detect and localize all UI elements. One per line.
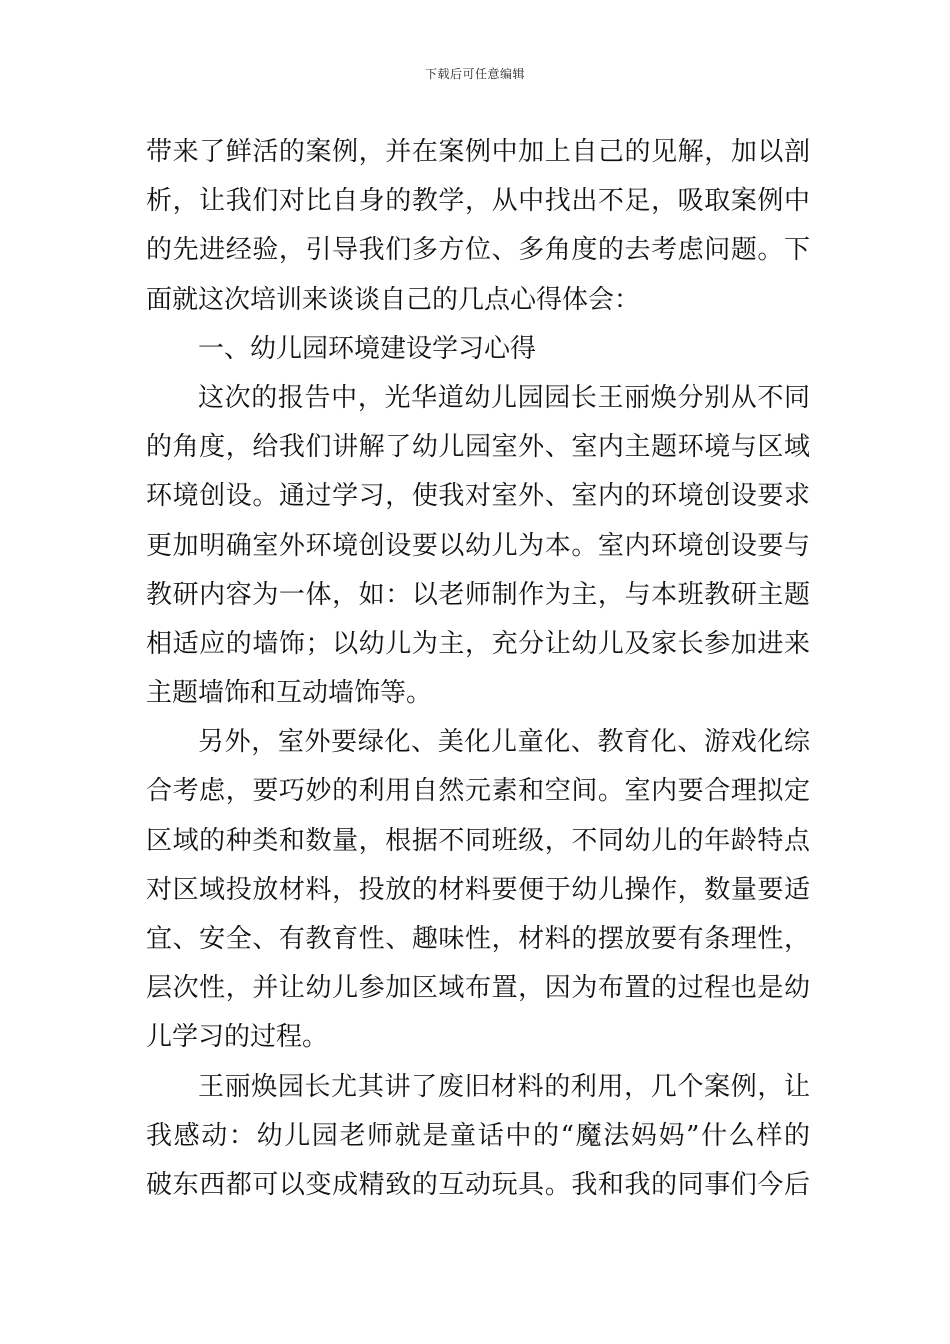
text-line: 更加明确室外环境创设要以幼儿为本。室内环境创设要与: [146, 530, 810, 561]
document-body: [146, 128, 810, 1210]
text-line: 层次性，并让幼儿参加区域布置，因为布置的过程也是幼: [146, 973, 810, 1004]
text-line: 析，让我们对比自身的教学，从中找出不足，吸取案例中: [146, 186, 810, 217]
text-line: 儿学习的过程。: [146, 1022, 329, 1053]
text-line: 教研内容为一体，如：以老师制作为主，与本班教研主题: [146, 579, 810, 610]
text-line: 破东西都可以变成精致的互动玩具。我和我的同事们今后: [146, 1169, 810, 1200]
text-line: 的先进经验，引导我们多方位、多角度的去考虑问题。下: [146, 235, 810, 266]
text-line: 主题墙饰和互动墙饰等。: [146, 678, 433, 709]
text-line: 我感动：幼儿园老师就是童话中的“魔法妈妈”什么样的: [146, 1120, 810, 1151]
text-line: 这次的报告中，光华道幼儿园园长王丽焕分别从不同: [198, 382, 810, 413]
text-line: 一、幼儿园环境建设学习心得: [198, 333, 537, 364]
text-line: 区域的种类和数量，根据不同班级，不同幼儿的年龄特点: [146, 825, 810, 856]
text-line: 面就这次培训来谈谈自己的几点心得体会：: [146, 284, 641, 315]
text-line: 对区域投放材料，投放的材料要便于幼儿操作，数量要适: [146, 874, 810, 905]
text-line: 合考虑，要巧妙的利用自然元素和空间。室内要合理拟定: [146, 776, 810, 807]
text-line: 带来了鲜活的案例，并在案例中加上自己的见解，加以剖: [146, 137, 810, 167]
page-header: 下载后可任意编辑: [424, 67, 525, 81]
text-line: 的角度，给我们讲解了幼儿园室外、室内主题环境与区域: [146, 432, 810, 463]
text-line: 另外，室外要绿化、美化儿童化、教育化、游戏化综: [198, 727, 810, 758]
text-line: 环境创设。通过学习，使我对室外、室内的环境创设要求: [146, 481, 810, 512]
text-line: 宜、安全、有教育性、趣味性，材料的摆放要有条理性，: [146, 924, 810, 954]
text-line: 相适应的墙饰；以幼儿为主，充分让幼儿及家长参加进来: [146, 628, 810, 659]
text-line: 王丽焕园长尤其讲了废旧材料的利用，几个案例，让: [198, 1071, 810, 1102]
